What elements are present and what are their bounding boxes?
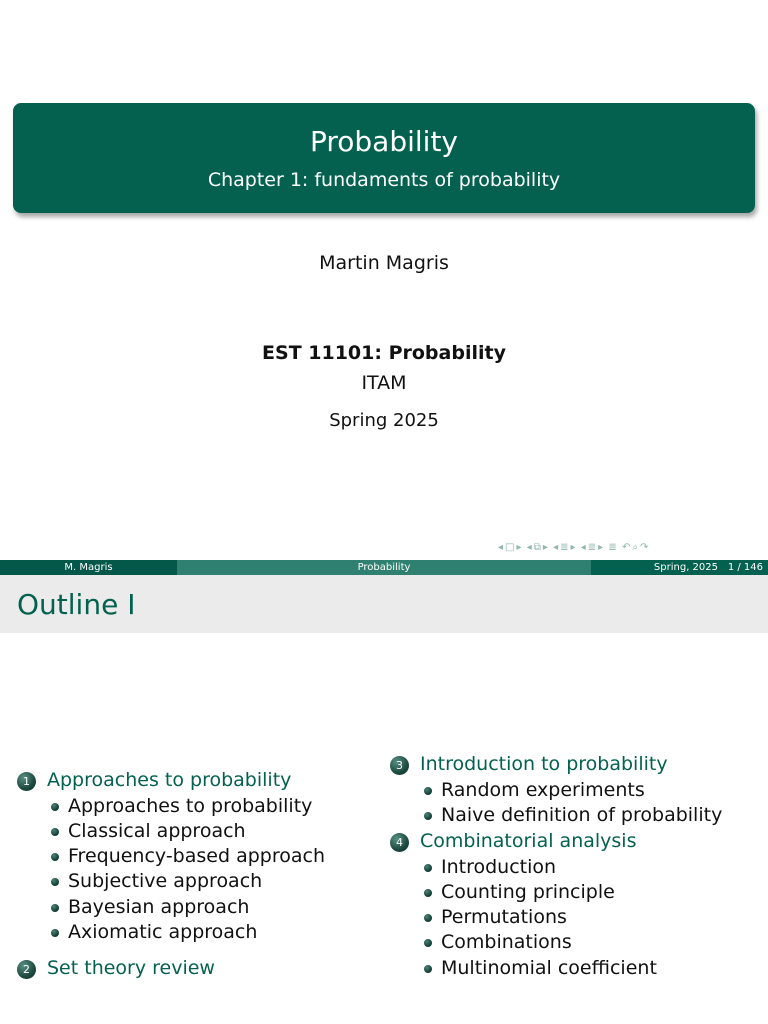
toc-subsection-link[interactable]: Axiomatic approach bbox=[68, 921, 258, 943]
bullet-icon bbox=[51, 929, 59, 937]
title-block bbox=[13, 103, 755, 213]
section-icon[interactable]: ≣ bbox=[560, 542, 569, 553]
navigation-symbols bbox=[498, 541, 766, 555]
toc-section-link[interactable]: Introduction to probability bbox=[420, 753, 668, 775]
bullet-icon bbox=[51, 853, 59, 861]
presentation-subtitle: Chapter 1: fundaments of probability bbox=[207, 169, 561, 191]
author-name: Martin Magris bbox=[319, 252, 449, 274]
footer-page-number: 1 / 146 bbox=[727, 562, 763, 573]
bullet-icon bbox=[424, 864, 432, 872]
forward-icon[interactable]: ↷ bbox=[639, 542, 649, 553]
frame-next-icon[interactable]: ▸ bbox=[516, 542, 522, 553]
toc-subsection-link[interactable]: Classical approach bbox=[68, 820, 246, 842]
toc-subsection-link[interactable]: Multinomial coefficient bbox=[441, 957, 657, 979]
bullet-icon bbox=[424, 939, 432, 947]
section-prev-icon[interactable]: ◂ bbox=[553, 542, 559, 553]
section-number-badge: 3 bbox=[390, 756, 409, 775]
section-next-icon[interactable]: ▸ bbox=[570, 542, 576, 553]
appendix-icon[interactable]: ≣ bbox=[608, 542, 617, 553]
subsection-prev-icon[interactable]: ◂ bbox=[526, 542, 532, 553]
bullet-icon bbox=[424, 889, 432, 897]
subsubsection-icon[interactable]: ≣ bbox=[587, 542, 597, 553]
institute-name: ITAM bbox=[361, 372, 407, 394]
course-name: EST 11101: Probability bbox=[262, 342, 506, 364]
toc-subsection-link[interactable]: Approaches to probability bbox=[68, 795, 313, 817]
presentation-title: Probability bbox=[309, 125, 458, 158]
bullet-icon bbox=[424, 965, 432, 973]
toc-subsection-link[interactable]: Subjective approach bbox=[68, 870, 263, 892]
toc-section-link[interactable]: Approaches to probability bbox=[47, 769, 292, 791]
toc-subsection-link[interactable]: Naive definition of probability bbox=[441, 804, 723, 826]
subsubsection-next-icon[interactable]: ▸ bbox=[598, 542, 604, 553]
bullet-icon bbox=[424, 787, 432, 795]
section-number-badge: 2 bbox=[17, 960, 36, 979]
toc-subsection-link[interactable]: Permutations bbox=[441, 906, 567, 928]
back-icon[interactable]: ↶ bbox=[621, 542, 631, 553]
footline bbox=[0, 560, 768, 575]
subsection-icon[interactable]: ⧉ bbox=[533, 542, 541, 553]
bullet-icon bbox=[51, 803, 59, 811]
bullet-icon bbox=[424, 914, 432, 922]
toc-subsection-link[interactable]: Counting principle bbox=[441, 881, 615, 903]
footer-date: Spring, 2025 bbox=[653, 562, 718, 573]
subsection-next-icon[interactable]: ▸ bbox=[542, 542, 548, 553]
search-icon[interactable]: ⌕ bbox=[632, 542, 638, 553]
toc-section-link[interactable]: Set theory review bbox=[47, 957, 215, 979]
bullet-icon bbox=[51, 828, 59, 836]
frame-title: Outline I bbox=[17, 588, 136, 621]
presentation-date: Spring 2025 bbox=[329, 410, 439, 431]
footer-author: M. Magris bbox=[0, 560, 177, 575]
frame-icon[interactable]: □ bbox=[505, 542, 515, 553]
frame-prev-icon[interactable]: ◂ bbox=[498, 542, 504, 553]
subsubsection-prev-icon[interactable]: ◂ bbox=[580, 542, 586, 553]
toc-subsection-link[interactable]: Frequency-based approach bbox=[68, 845, 325, 867]
section-number-badge: 4 bbox=[390, 833, 409, 852]
toc-subsection-link[interactable]: Introduction bbox=[441, 856, 557, 878]
section-number-badge: 1 bbox=[17, 772, 36, 791]
toc-subsection-link[interactable]: Bayesian approach bbox=[68, 896, 250, 918]
bullet-icon bbox=[51, 878, 59, 886]
footer-info bbox=[591, 560, 768, 575]
bullet-icon bbox=[51, 904, 59, 912]
toc-subsection-link[interactable]: Combinations bbox=[441, 931, 572, 953]
toc-subsection-link[interactable]: Random experiments bbox=[441, 779, 645, 801]
toc-section-link[interactable]: Combinatorial analysis bbox=[420, 830, 637, 852]
footer-title: Probability bbox=[177, 560, 591, 575]
bullet-icon bbox=[424, 812, 432, 820]
